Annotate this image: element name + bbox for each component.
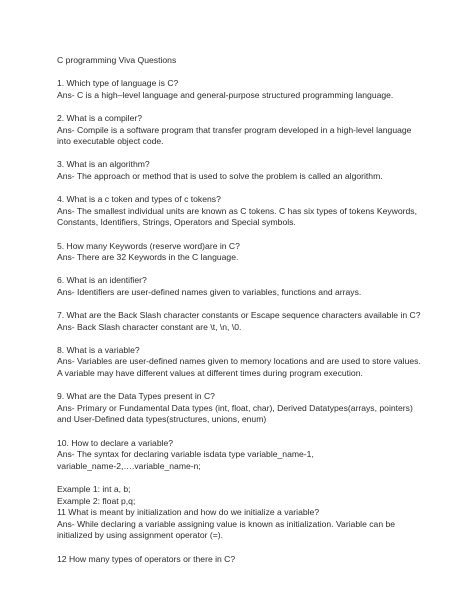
answer-5 (57, 252, 447, 264)
answer-11-line-1: Ans- While declaring a variable assigning value is known as initialization. Variable can be (57, 518, 396, 529)
question-11: 11 What is meant by initialization and how do we initialize a variable? (57, 507, 320, 518)
answer-4-line-2: Constants, Identifiers, Strings, Operators and Special symbols. (57, 217, 296, 228)
qa-item-8 (57, 345, 447, 380)
answer-10 (57, 449, 447, 472)
qa-item-12 (57, 554, 447, 566)
qa-item-3 (57, 159, 447, 182)
answer-10-line-2: variable_name-2,….variable_name-n; (57, 460, 201, 471)
answer-8-line-1: Ans- Variables are user-defined names given to memory locations and are used to store values. (57, 356, 421, 367)
question-5: 5. How many Keywords (reserve word)are in C? (57, 240, 240, 251)
answer-11-line-2: initialized by using assignment operator (=). (57, 530, 223, 541)
example-1: Example 1: int a, b; (57, 483, 131, 494)
question-9: 9. What are the Data Types present in C? (57, 391, 215, 402)
qa-item-10 (57, 438, 447, 473)
answer-6 (57, 287, 447, 299)
answer-7-line-1: Ans- Back Slash character constant are \t, \n, \0. (57, 321, 242, 332)
document-body (57, 55, 447, 577)
question-1: 1. Which type of language is C? (57, 78, 179, 89)
answer-5-line-1: Ans- There are 32 Keywords in the C language. (57, 252, 239, 263)
example-2: Example 2: float p,q; (57, 495, 136, 506)
qa-item-2 (57, 113, 447, 148)
answer-1-line-1: Ans- C is a high–level language and general-purpose structured programming language. (57, 89, 394, 100)
qa-item-5 (57, 241, 447, 264)
answer-1 (57, 90, 447, 102)
question-7: 7. What are the Back Slash character constants or Escape sequence characters available in C? (57, 310, 421, 321)
answer-2-line-1: Ans- Compile is a software program that transfer program developed in a high-level language (57, 124, 412, 135)
question-4: 4. What is a c token and types of c tokens? (57, 194, 221, 205)
question-6: 6. What is an identifier? (57, 275, 147, 286)
answer-2 (57, 125, 447, 148)
answer-4 (57, 206, 447, 229)
answer-3-line-1: Ans- The approach or method that is used to solve the problem is called an algorithm. (57, 170, 383, 181)
answer-8 (57, 356, 447, 379)
question-12: 12 How many types of operators or there in C? (57, 553, 236, 564)
answer-9 (57, 403, 447, 426)
answer-6-line-1: Ans- Identifiers are user-defined names given to variables, functions and arrays. (57, 286, 362, 297)
qa-item-1 (57, 78, 447, 101)
examples-block (57, 484, 447, 507)
document-title: C programming Viva Questions (57, 55, 177, 65)
qa-item-6 (57, 275, 447, 298)
answer-10-line-1: Ans- The syntax for declaring variable isdata type variable_name-1, (57, 449, 314, 460)
question-10: 10. How to declare a variable? (57, 437, 174, 448)
answer-9-line-1: Ans- Primary or Fundamental Data types (int, float, char), Derived Datatypes(arrays, pointers) (57, 402, 413, 413)
answer-7 (57, 322, 447, 334)
question-3: 3. What is an algorithm? (57, 159, 150, 170)
answer-9-line-2: and User-Defined data types(structures, unions, enum) (57, 414, 267, 425)
qa-item-11 (57, 507, 447, 542)
answer-11 (57, 519, 447, 542)
qa-item-9 (57, 391, 447, 426)
answer-4-line-1: Ans- The smallest individual units are known as C tokens. C has six types of tokens Keywords, (57, 205, 417, 216)
qa-item-7 (57, 310, 447, 333)
answer-3 (57, 171, 447, 183)
qa-item-4 (57, 194, 447, 229)
question-8: 8. What is a variable? (57, 344, 140, 355)
answer-2-line-2: into executable object code. (57, 136, 164, 147)
answer-8-line-2: A variable may have different values at different times during program execution. (57, 368, 363, 379)
question-2: 2. What is a compiler? (57, 112, 143, 123)
